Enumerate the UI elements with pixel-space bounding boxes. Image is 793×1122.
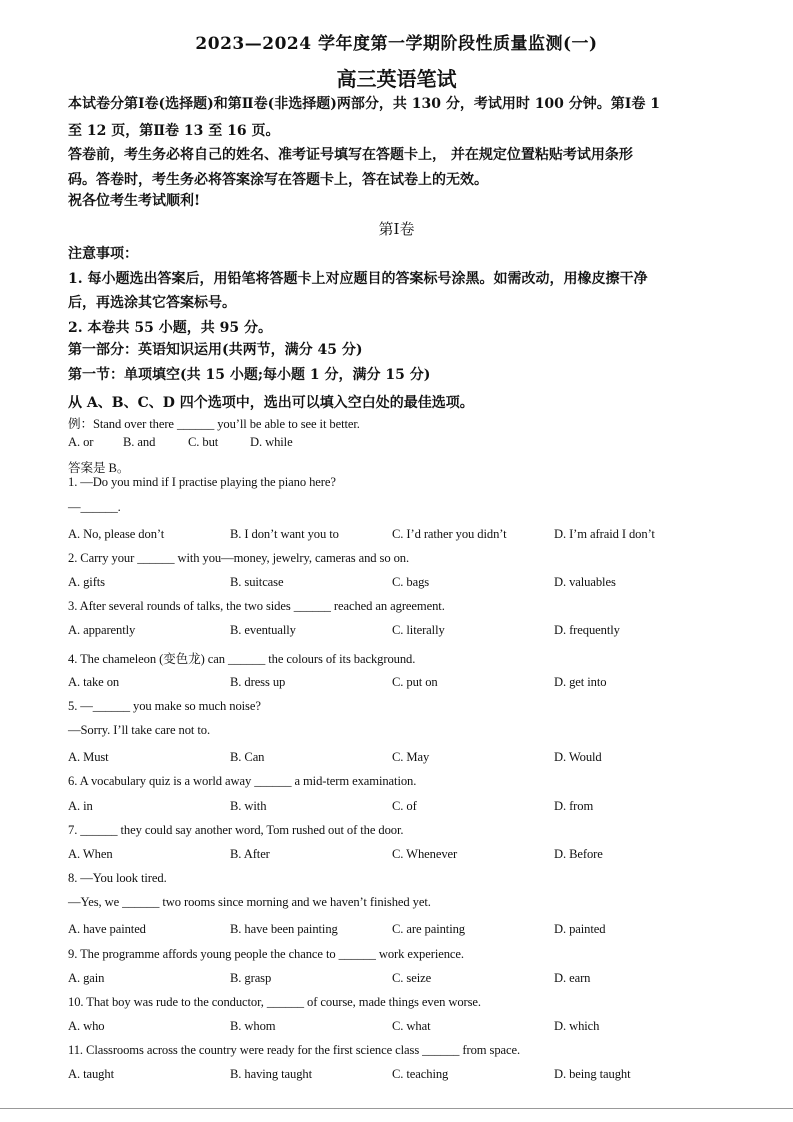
option-c: C. bags	[392, 575, 430, 589]
option-b: B. suitcase	[230, 575, 284, 589]
option-a: A. taught	[68, 1067, 114, 1081]
option-d: D. being taught	[554, 1067, 631, 1081]
option-c: C. teaching	[392, 1067, 449, 1081]
option-b: B. having taught	[230, 1067, 312, 1081]
example-option-d: D. while	[250, 435, 293, 449]
question-stem: 4. The chameleon (变色龙) can ______ the colours of its background.	[68, 652, 416, 666]
option-b: B. with	[230, 799, 267, 813]
option-a: A. gifts	[68, 575, 105, 589]
option-d: D. earn	[554, 971, 591, 985]
example-stem: 例：Stand over there ______ you’ll be able to see it better.	[68, 417, 360, 431]
intro-line-5: 祝各位考生考试顺利!	[68, 193, 201, 209]
option-a: A. Must	[68, 750, 109, 764]
section-1-heading: 第一节：单项填空(共 15 小题;每小题 1 分，满分 15 分)	[68, 367, 431, 383]
option-d: D. I’m afraid I don’t	[554, 527, 655, 541]
note-1-line-1: 1. 每小题选出答案后，用铅笔将答题卡上对应题目的答案标号涂黑。如需改动，用橡皮擦干净	[68, 271, 648, 287]
option-b: B. eventually	[230, 623, 296, 637]
option-b: B. Can	[230, 750, 265, 764]
page-bottom-rule	[0, 1108, 793, 1109]
option-c: C. I’d rather you didn’t	[392, 527, 507, 541]
option-a: A. take on	[68, 675, 120, 689]
option-a: A. who	[68, 1019, 105, 1033]
option-a: A. gain	[68, 971, 105, 985]
intro-line-1: 本试卷分第Ⅰ卷(选择题)和第Ⅱ卷(非选择题)两部分，共 130 分，考试用时 100 分钟。第Ⅰ卷 1	[68, 96, 660, 112]
option-a: A. When	[68, 847, 113, 861]
note-1-line-2: 后，再选涂其它答案标号。	[68, 295, 236, 311]
example-answer: 答案是 B。	[68, 461, 130, 475]
option-c: C. what	[392, 1019, 431, 1033]
option-c: C. May	[392, 750, 430, 764]
instruction: 从 A、B、C、D 四个选项中，选出可以填入空白处的最佳选项。	[68, 395, 474, 411]
option-c: C. Whenever	[392, 847, 458, 861]
option-d: D. which	[554, 1019, 600, 1033]
option-d: D. get into	[554, 675, 607, 689]
question-stem: 8. —You look tired.	[68, 871, 167, 885]
option-c: C. seize	[392, 971, 432, 985]
option-d: D. Would	[554, 750, 602, 764]
question-stem: —Sorry. I’ll take care not to.	[68, 723, 211, 737]
option-a: A. in	[68, 799, 93, 813]
option-b: B. After	[230, 847, 270, 861]
option-d: D. valuables	[554, 575, 616, 589]
question-stem: 1. —Do you mind if I practise playing the piano here?	[68, 475, 336, 489]
note-2: 2. 本卷共 55 小题，共 95 分。	[68, 320, 272, 336]
question-stem: 9. The programme affords young people the chance to ______ work experience.	[68, 947, 464, 961]
section-title: 第Ⅰ卷	[378, 220, 415, 238]
option-b: B. I don’t want you to	[230, 527, 339, 541]
example-option-c: C. but	[188, 435, 219, 449]
option-a: A. have painted	[68, 922, 146, 936]
question-stem: —______.	[68, 500, 121, 514]
intro-line-4: 码。答卷时，考生务必将答案涂写在答题卡上，答在试卷上的无效。	[68, 172, 488, 188]
exam-title: 2023—2024 学年度第一学期阶段性质量监测(一)	[195, 34, 598, 54]
exam-subtitle: 高三英语笔试	[336, 67, 457, 91]
option-b: B. whom	[230, 1019, 276, 1033]
question-stem: —Yes, we ______ two rooms since morning and we haven’t finished yet.	[68, 895, 431, 909]
option-c: C. put on	[392, 675, 438, 689]
option-d: D. frequently	[554, 623, 620, 637]
example-option-b: B. and	[123, 435, 156, 449]
question-stem: 5. —______ you make so much noise?	[68, 699, 261, 713]
option-c: C. of	[392, 799, 417, 813]
question-stem: 7. ______ they could say another word, Tom rushed out of the door.	[68, 823, 404, 837]
option-b: B. dress up	[230, 675, 286, 689]
question-stem: 6. A vocabulary quiz is a world away ______ a mid-term examination.	[68, 774, 417, 788]
option-d: D. from	[554, 799, 594, 813]
notes-heading: 注意事项：	[68, 246, 138, 262]
option-b: B. have been painting	[230, 922, 338, 936]
option-d: D. Before	[554, 847, 603, 861]
question-stem: 10. That boy was rude to the conductor, ______ of course, made things even worse.	[68, 995, 481, 1009]
question-stem: 3. After several rounds of talks, the two sides ______ reached an agreement.	[68, 599, 445, 613]
example-option-a: A. or	[68, 435, 94, 449]
option-d: D. painted	[554, 922, 606, 936]
option-c: C. are painting	[392, 922, 465, 936]
question-stem: 11. Classrooms across the country were ready for the first science class ______ from space.	[68, 1043, 521, 1057]
option-a: A. No, please don’t	[68, 527, 165, 541]
option-c: C. literally	[392, 623, 445, 637]
option-b: B. grasp	[230, 971, 272, 985]
option-a: A. apparently	[68, 623, 136, 637]
question-stem: 2. Carry your ______ with you—money, jewelry, cameras and so on.	[68, 551, 410, 565]
intro-line-3: 答卷前，考生务必将自己的姓名、准考证号填写在答题卡上， 并在规定位置粘贴考试用条形	[68, 147, 633, 163]
intro-line-2: 至 12 页，第Ⅱ卷 13 至 16 页。	[68, 123, 280, 139]
part-1-heading: 第一部分：英语知识运用(共两节，满分 45 分)	[68, 342, 363, 358]
